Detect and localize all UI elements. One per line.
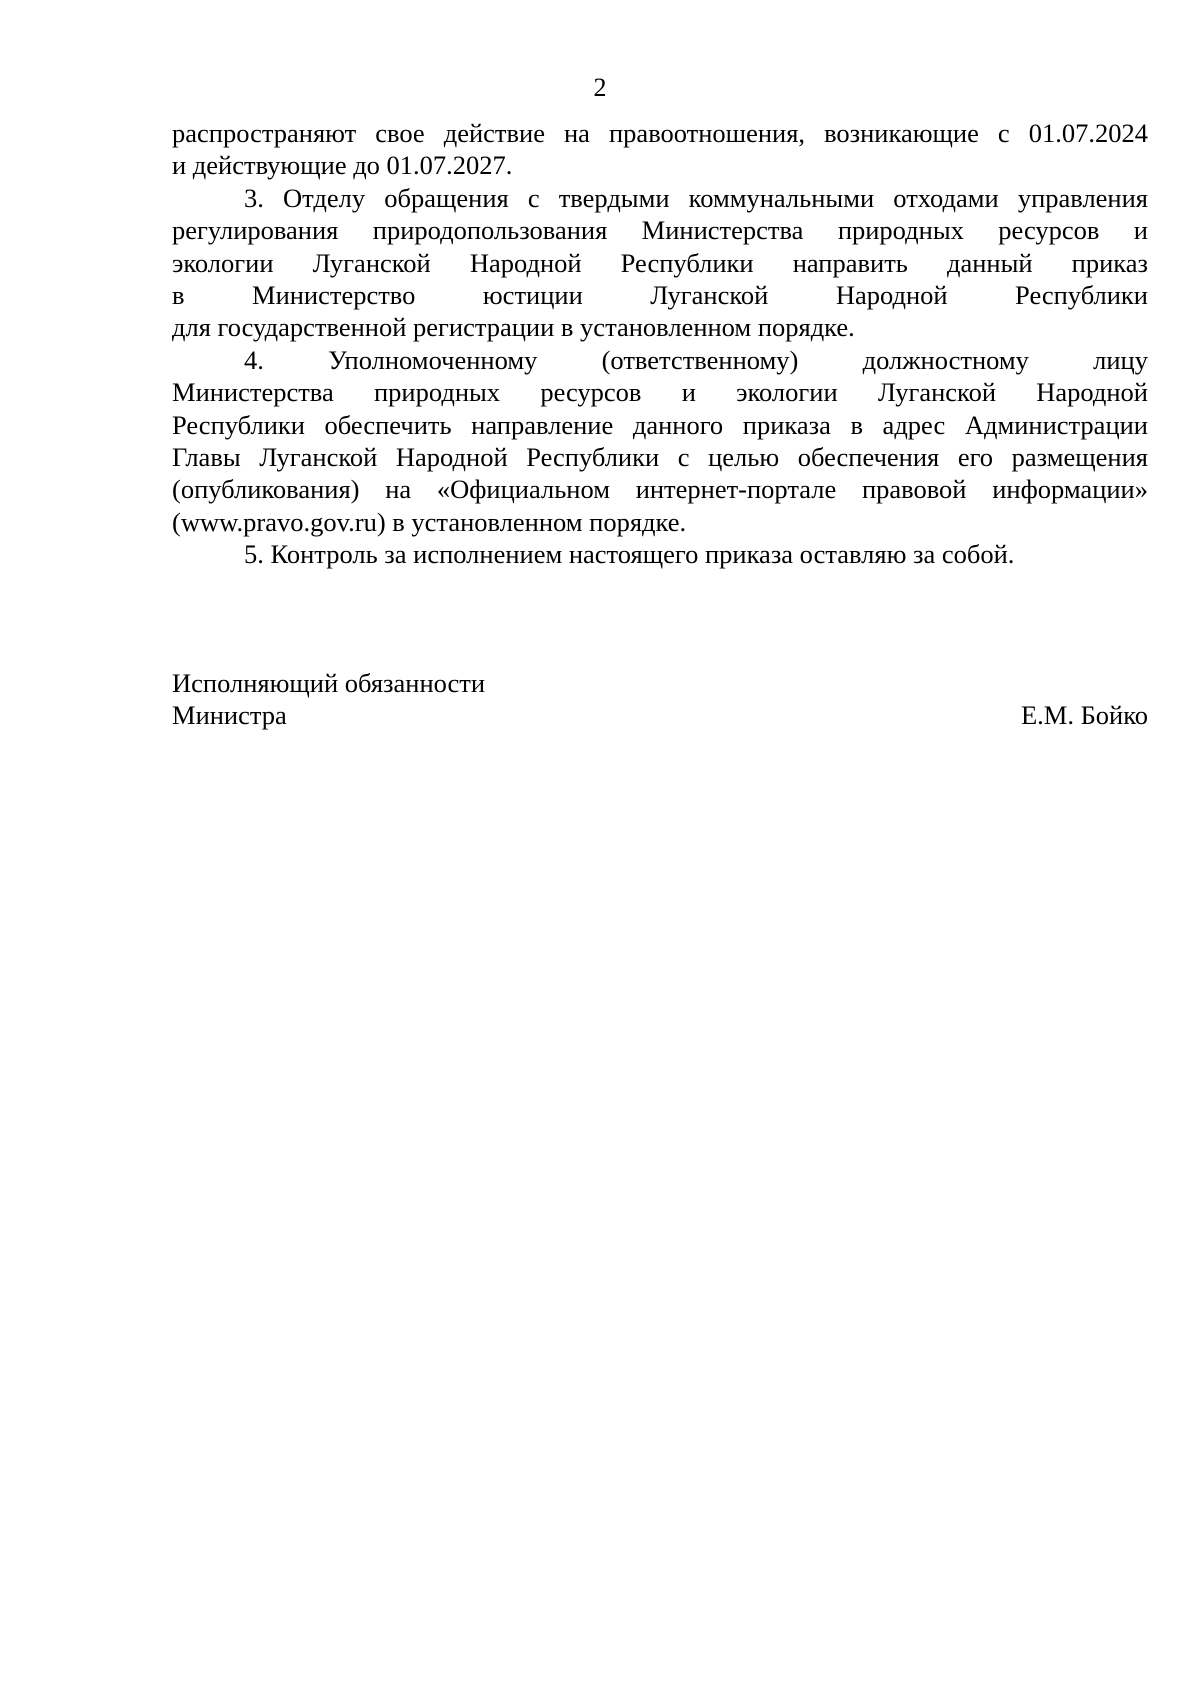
paragraph-item-4	[172, 344, 1148, 538]
text-line: распространяют свое действие на правоотношения, возникающие с 01.07.2024	[172, 118, 1148, 148]
text-line: 3. Отделу обращения с твердыми коммунальными отходами управления	[244, 182, 1148, 213]
text-line: в Министерство юстиции Луганской Народной Республики	[172, 280, 1148, 311]
paragraph-item-5	[172, 538, 1148, 570]
signatory-name: Е.М. Бойко	[1020, 700, 1148, 731]
paragraph-item-3	[172, 182, 1148, 344]
document-body	[172, 117, 1148, 571]
text-line: регулирования природопользования Министерства природных ресурсов и	[172, 215, 1148, 246]
text-line: для государственной регистрации в установленном порядке.	[172, 312, 855, 343]
paragraph-continuation	[172, 117, 1148, 182]
text-line: Министерства природных ресурсов и экологии Луганской Народной	[172, 377, 1148, 408]
text-line: 5. Контроль за исполнением настоящего приказа оставляю за собой.	[244, 539, 1015, 570]
text-line: Главы Луганской Народной Республики с целью обеспечения его размещения	[172, 442, 1148, 473]
text-line: (www.pravo.gov.ru) в установленном порядке.	[172, 506, 687, 537]
signatory-position-line2: Министра	[172, 700, 287, 731]
signature-block	[172, 667, 1148, 732]
page-number: 2	[593, 73, 607, 102]
text-line: и действующие до 01.07.2027.	[172, 150, 513, 181]
text-line: экологии Луганской Народной Республики направить данный приказ	[172, 247, 1148, 278]
signatory-position-line1: Исполняющий обязанности	[172, 668, 486, 698]
text-line: (опубликования) на «Официальном интернет-портале правовой информации»	[172, 474, 1148, 505]
signature-row	[172, 699, 1148, 731]
text-line: 4. Уполномоченному (ответственному) должностному лицу	[244, 344, 1148, 375]
text-line: Республики обеспечить направление данного приказа в адрес Администрации	[172, 409, 1148, 440]
